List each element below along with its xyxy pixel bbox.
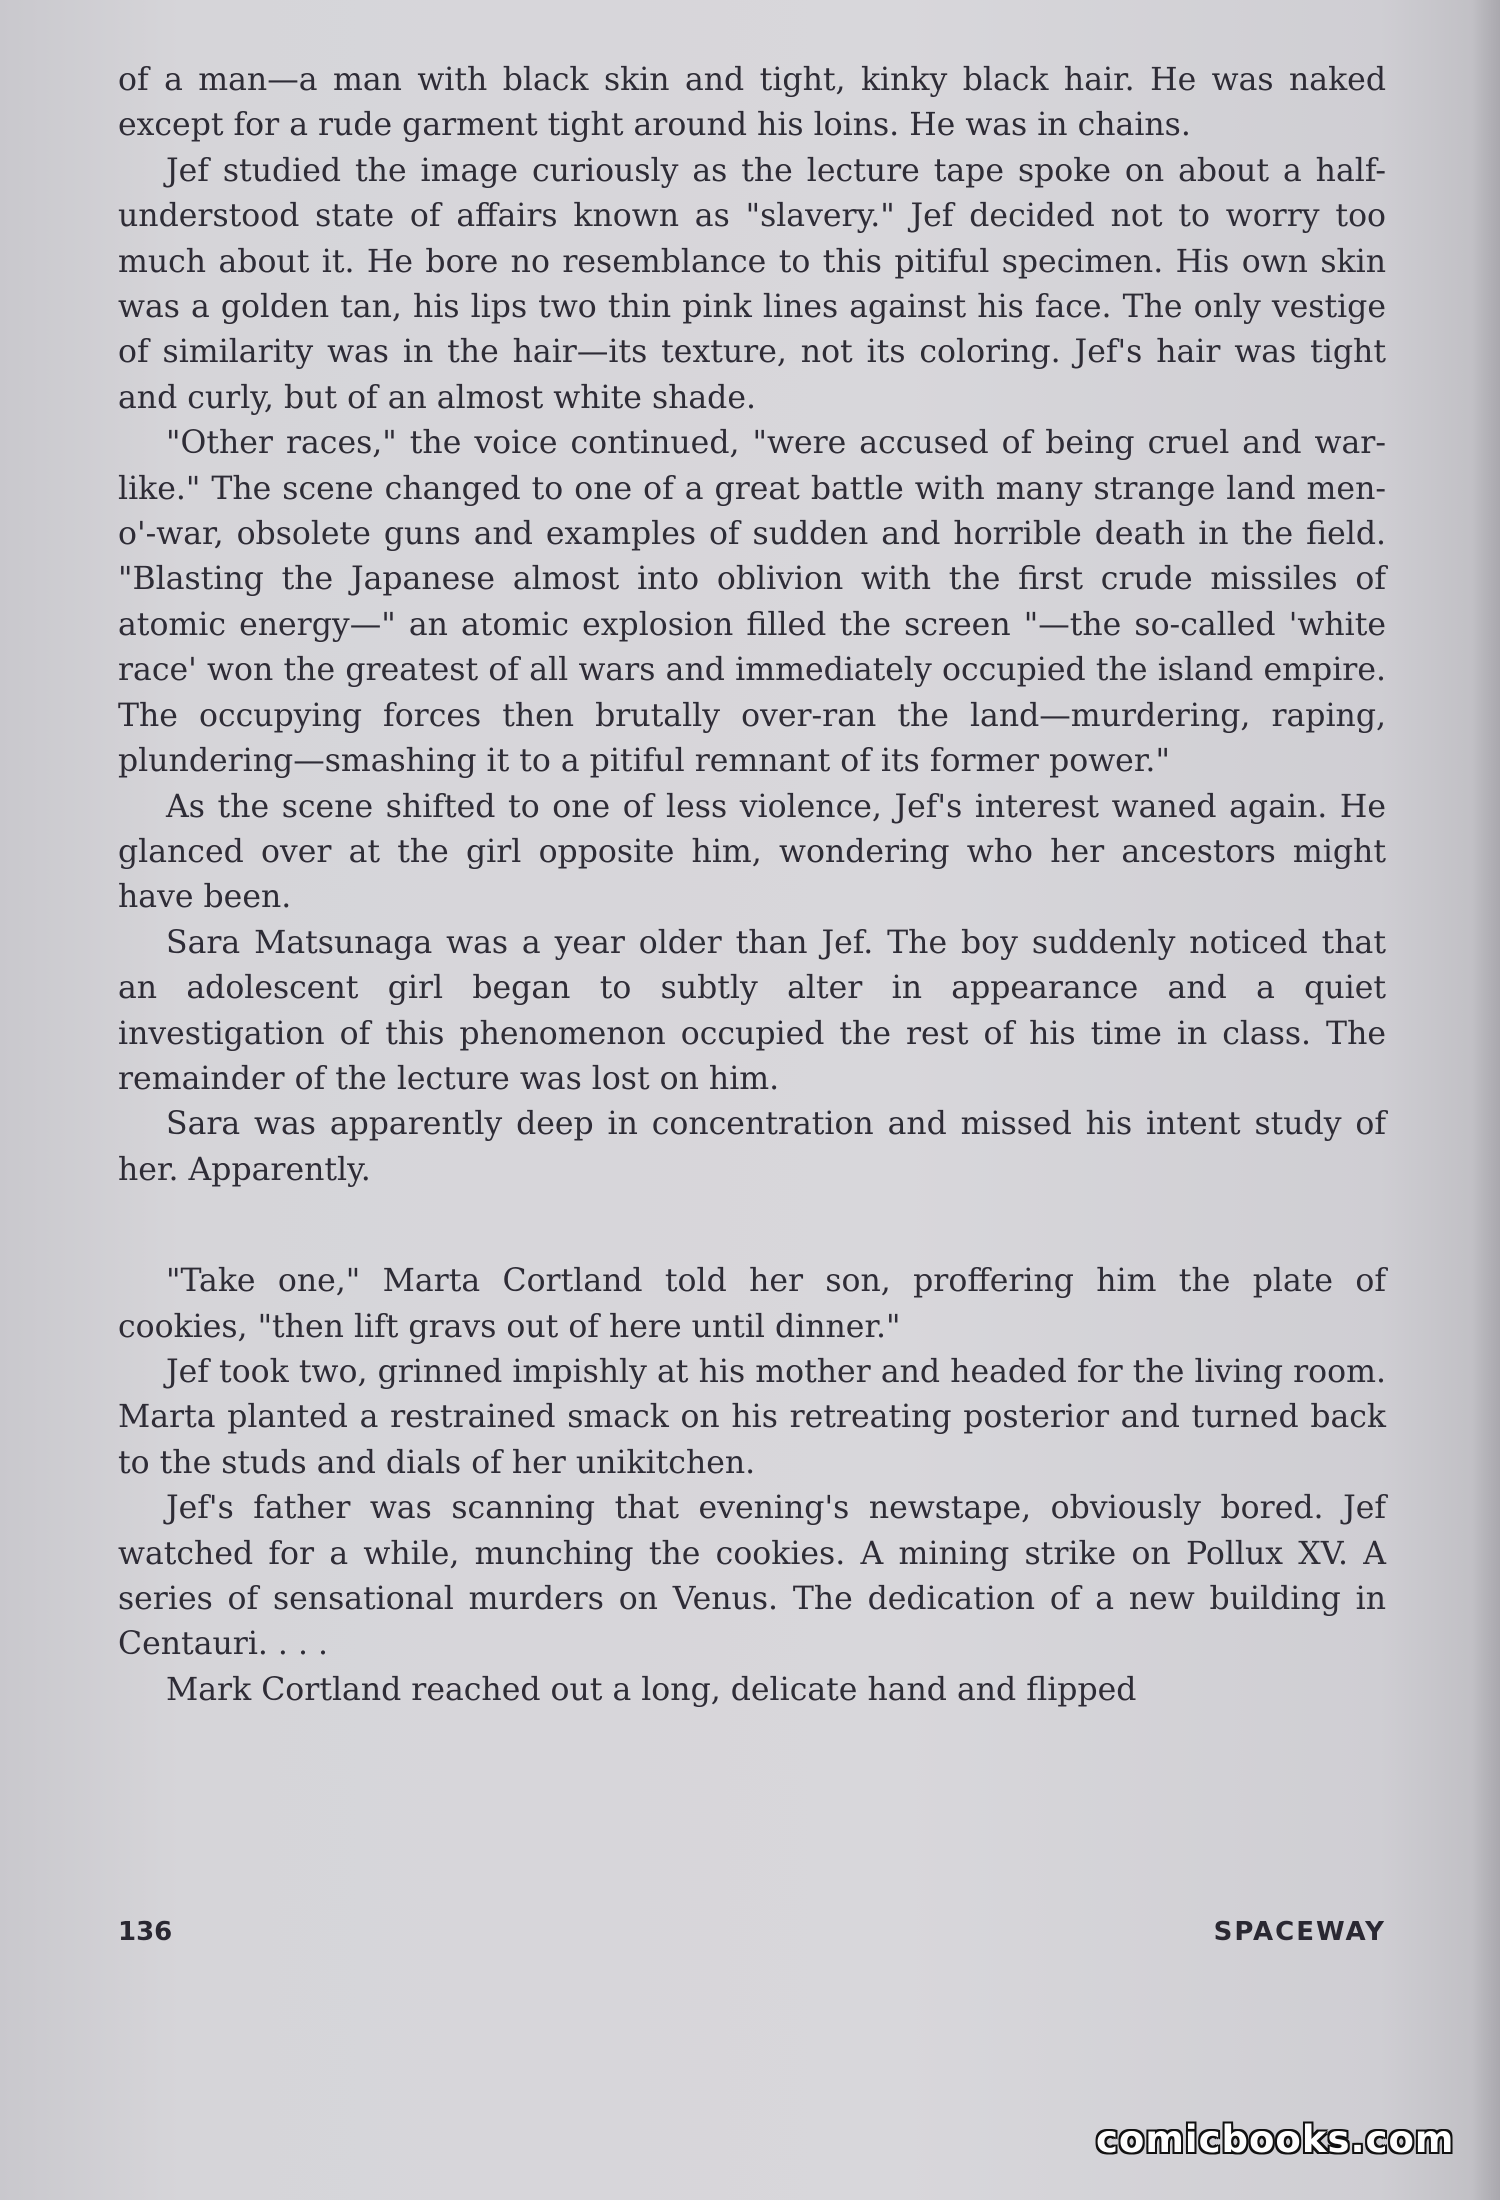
page-edge-shadow xyxy=(1472,0,1500,2200)
paragraph: Sara Matsunaga was a year older than Jef. The boy suddenly noticed that an adolescent girl began to subtly alter in appearance and a quiet investigation of this phenomenon occupied the rest of his time in class. The remainder of the lecture was lost on him. xyxy=(118,924,1386,1097)
paragraph: of a man—a man with black skin and tight, kinky black hair. He was naked except for a rude garment tight around his loins. He was in chains. xyxy=(118,62,1386,144)
paragraph: As the scene shifted to one of less violence, Jef's interest waned again. He glanced over at the girl opposite him, wondering who her ancestors might have been. xyxy=(118,788,1386,916)
watermark-logo: comicbooks.com xyxy=(1096,2118,1455,2161)
page-number: 136 xyxy=(118,1917,173,1947)
paragraph: Jef's father was scanning that evening's newstape, obviously bored. Jef watched for a while, munching the cookies. A mining strike on Pollux XV. A series of sensational murders on Venus. The dedication of a new building in Centauri. . . . xyxy=(118,1490,1386,1663)
paragraph: Jef took two, grinned impishly at his mother and headed for the living room. Marta planted a restrained smack on his retreating posterior and turned back to the studs and dials of her unikitchen. xyxy=(118,1353,1386,1481)
page-body-text xyxy=(118,58,1386,1713)
paragraph: Mark Cortland reached out a long, delicate hand and flipped xyxy=(166,1671,1137,1708)
paragraph: Jef studied the image curiously as the lecture tape spoke on about a half-understood state of affairs known as "slavery." Jef decided not to worry too much about it. He bore no resemblance to this pitiful specimen. His own skin was a golden tan, his lips two thin pink lines against his face. The only vestige of similarity was in the hair—its texture, not its coloring. Jef's hair was tight and curly, but of an almost white shade. xyxy=(118,152,1386,416)
paragraph: "Other races," the voice continued, "were accused of being cruel and war-like." The scene changed to one of a great battle with many strange land men-o'-war, obsolete guns and examples of sudden and horrible death in the field. "Blasting the Japanese almost into oblivion with the first crude missiles of atomic energy—" an atomic explosion filled the screen "—the so-called 'white race' won the greatest of all wars and immediately occupied the island empire. The occupying forces then brutally over-ran the land—murdering, raping, plundering—smashing it to a pitiful remnant of its former power." xyxy=(118,425,1386,780)
paragraph: "Take one," Marta Cortland told her son, proffering him the plate of cookies, "then lift gravs out of here until dinner." xyxy=(118,1263,1386,1345)
paragraph: Sara was apparently deep in concentration and missed his intent study of her. Apparently. xyxy=(118,1106,1386,1188)
page-footer xyxy=(118,1917,1386,1957)
running-title: SPACEWAY xyxy=(1213,1917,1386,1947)
